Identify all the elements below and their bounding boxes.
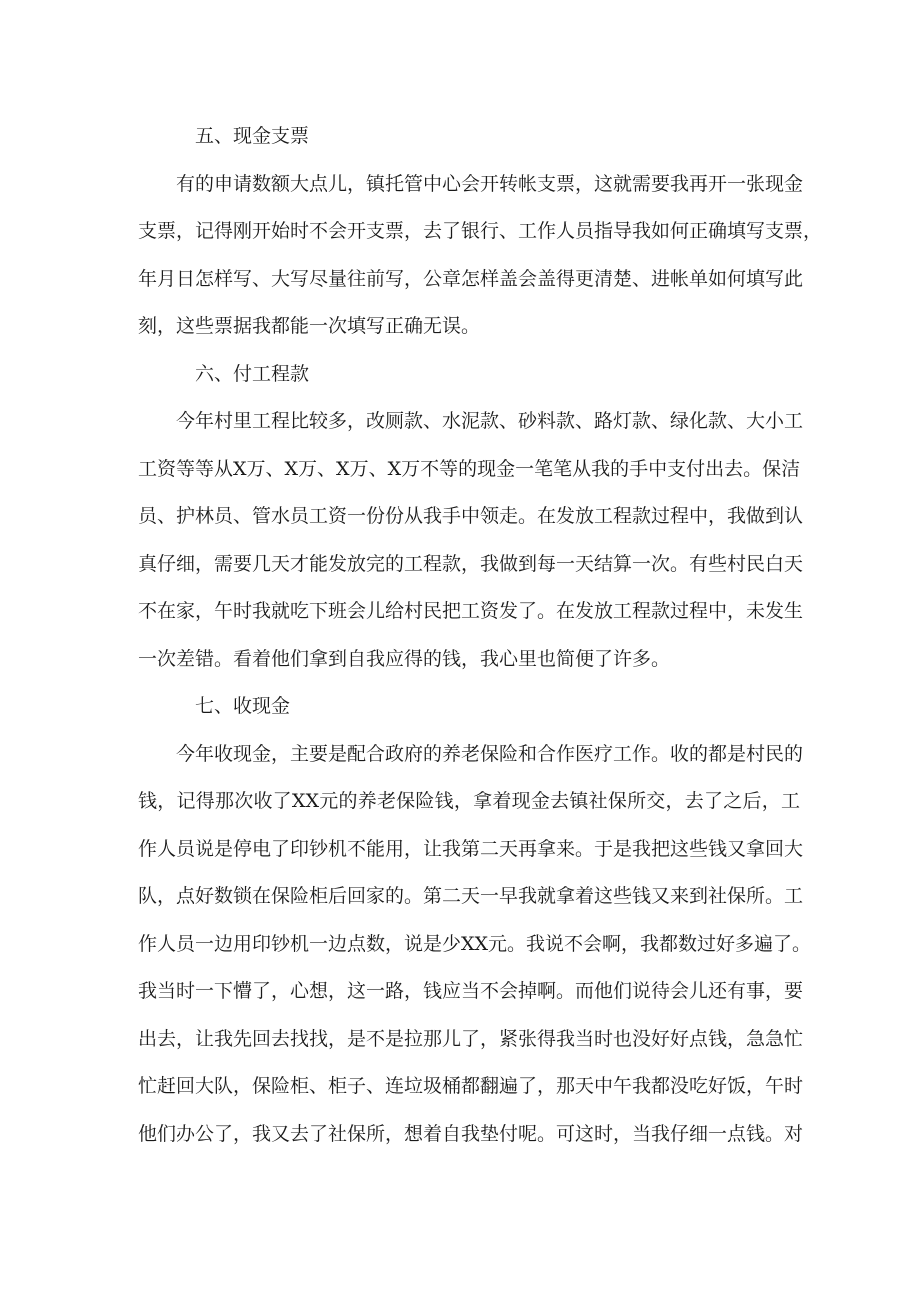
paragraph-line: 我当时一下懵了，心想，这一路，钱应当不会掉啊。而他们说待会儿还有事，要 bbox=[138, 980, 804, 1002]
paragraph-line: 刻，这些票据我都能一次填写正确无误。 bbox=[138, 315, 481, 337]
paragraph-line: 员、护林员、管水员工资一份份从我手中领走。在发放工程款过程中，我做到认 bbox=[138, 505, 804, 527]
paragraph-line: 作人员说是停电了印钞机不能用，让我第二天再拿来。于是我把这些钱又拿回大 bbox=[138, 837, 804, 860]
section-heading-cash-check: 五、现金支票 bbox=[195, 125, 310, 147]
paragraph-line: 支票，记得刚开始时不会开支票，去了银行、工作人员指导我如何正确填写支票， bbox=[138, 220, 823, 242]
paragraph-line: 今年村里工程比较多，改厕款、水泥款、砂料款、路灯款、绿化款、大小工 bbox=[176, 410, 804, 432]
paragraph-line: 钱，记得那次收了XX元的养老保险钱，拿着现金去镇社保所交，去了之后，工 bbox=[138, 790, 800, 812]
paragraph-line: 忙赶回大队，保险柜、柜子、连垃圾桶都翻遍了，那天中午我都没吃好饭，午时 bbox=[138, 1075, 804, 1097]
document-body bbox=[138, 113, 823, 1158]
paragraph-line: 一次差错。看着他们拿到自我应得的钱，我心里也简便了许多。 bbox=[138, 647, 671, 670]
paragraph-line: 作人员一边用印钞机一边点数，说是少XX元。我说不会啊，我都数过好多遍了。 bbox=[138, 932, 812, 955]
paragraph-line: 队，点好数锁在保险柜后回家的。第二天一早我就拿着这些钱又来到社保所。工 bbox=[138, 885, 804, 907]
paragraph-line: 年月日怎样写、大写尽量往前写，公章怎样盖会盖得更清楚、进帐单如何填写此 bbox=[138, 267, 804, 290]
paragraph-line: 有的申请数额大点儿，镇托管中心会开转帐支票，这就需要我再开一张现金 bbox=[176, 172, 804, 195]
paragraph-line: 不在家，午时我就吃下班会儿给村民把工资发了。在发放工程款过程中，未发生 bbox=[138, 600, 804, 622]
paragraph-line: 他们办公了，我又去了社保所，想着自我垫付呢。可这时，当我仔细一点钱。对 bbox=[138, 1122, 804, 1145]
paragraph-line: 今年收现金，主要是配合政府的养老保险和合作医疗工作。收的都是村民的 bbox=[176, 742, 804, 765]
paragraph-line: 出去，让我先回去找找，是不是拉那儿了，紧张得我当时也没好好点钱，急急忙 bbox=[138, 1027, 804, 1050]
paragraph-line: 工资等等从X万、X万、X万、X万不等的现金一笔笔从我的手中支付出去。保洁 bbox=[138, 457, 801, 480]
section-heading-project-payment: 六、付工程款 bbox=[195, 362, 310, 385]
paragraph-line: 真仔细，需要几天才能发放完的工程款，我做到每一天结算一次。有些村民白天 bbox=[138, 552, 804, 575]
section-heading-cash-collection: 七、收现金 bbox=[195, 695, 291, 717]
